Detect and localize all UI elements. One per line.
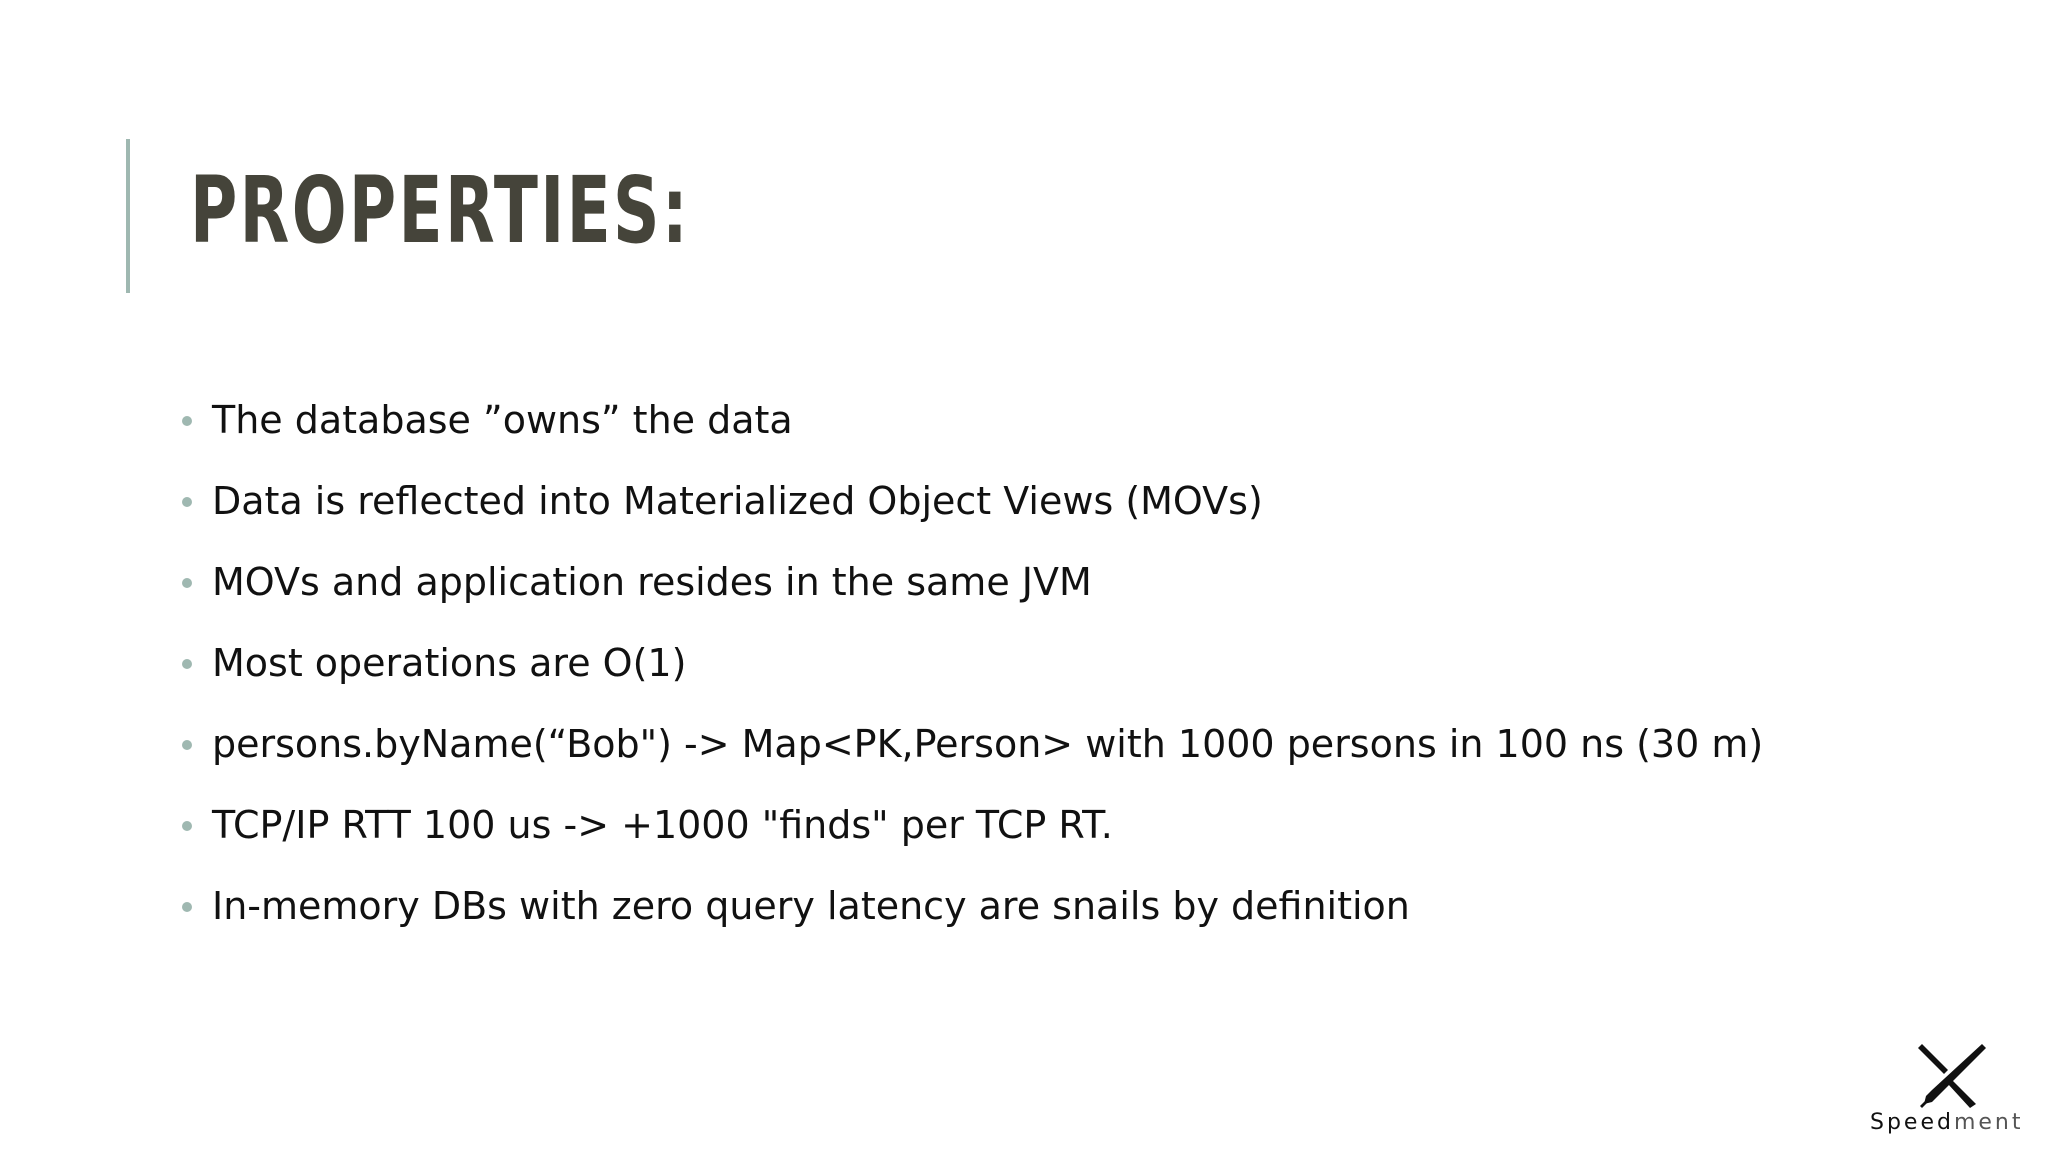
bullet-dot-icon [182, 821, 192, 831]
bullet-text: MOVs and application resides in the same JVM [212, 560, 1092, 604]
speedment-x-icon [1914, 1040, 1986, 1112]
logo-text-light: ment [1953, 1110, 2024, 1135]
bullet-text: The database ”owns” the data [212, 398, 793, 442]
bullet-text: Most operations are O(1) [212, 641, 687, 685]
bullet-dot-icon [182, 416, 192, 426]
speedment-logo [1870, 1040, 2024, 1140]
bullet-item [180, 638, 1763, 719]
bullet-dot-icon [182, 902, 192, 912]
bullet-text: TCP/IP RTT 100 us -> +1000 "finds" per TCP RT. [212, 803, 1113, 847]
bullet-dot-icon [182, 497, 192, 507]
bullet-list [180, 395, 1763, 962]
bullet-item [180, 395, 1763, 476]
bullet-text: In-memory DBs with zero query latency are snails by definition [212, 884, 1410, 928]
bullet-dot-icon [182, 659, 192, 669]
logo-text-bold: Speed [1870, 1110, 1954, 1135]
bullet-item [180, 557, 1763, 638]
bullet-dot-icon [182, 578, 192, 588]
logo-wordmark [1870, 1110, 2024, 1135]
slide-title: PROPERTIES: [190, 157, 691, 264]
bullet-item [180, 881, 1763, 962]
bullet-dot-icon [182, 740, 192, 750]
bullet-item [180, 476, 1763, 557]
title-accent-bar [126, 139, 130, 293]
bullet-text: persons.byName(“Bob") -> Map<PK,Person> with 1000 persons in 100 ns (30 m) [212, 722, 1764, 766]
bullet-item [180, 719, 1763, 800]
bullet-text: Data is reflected into Materialized Object Views (MOVs) [212, 479, 1263, 523]
bullet-item [180, 800, 1763, 881]
